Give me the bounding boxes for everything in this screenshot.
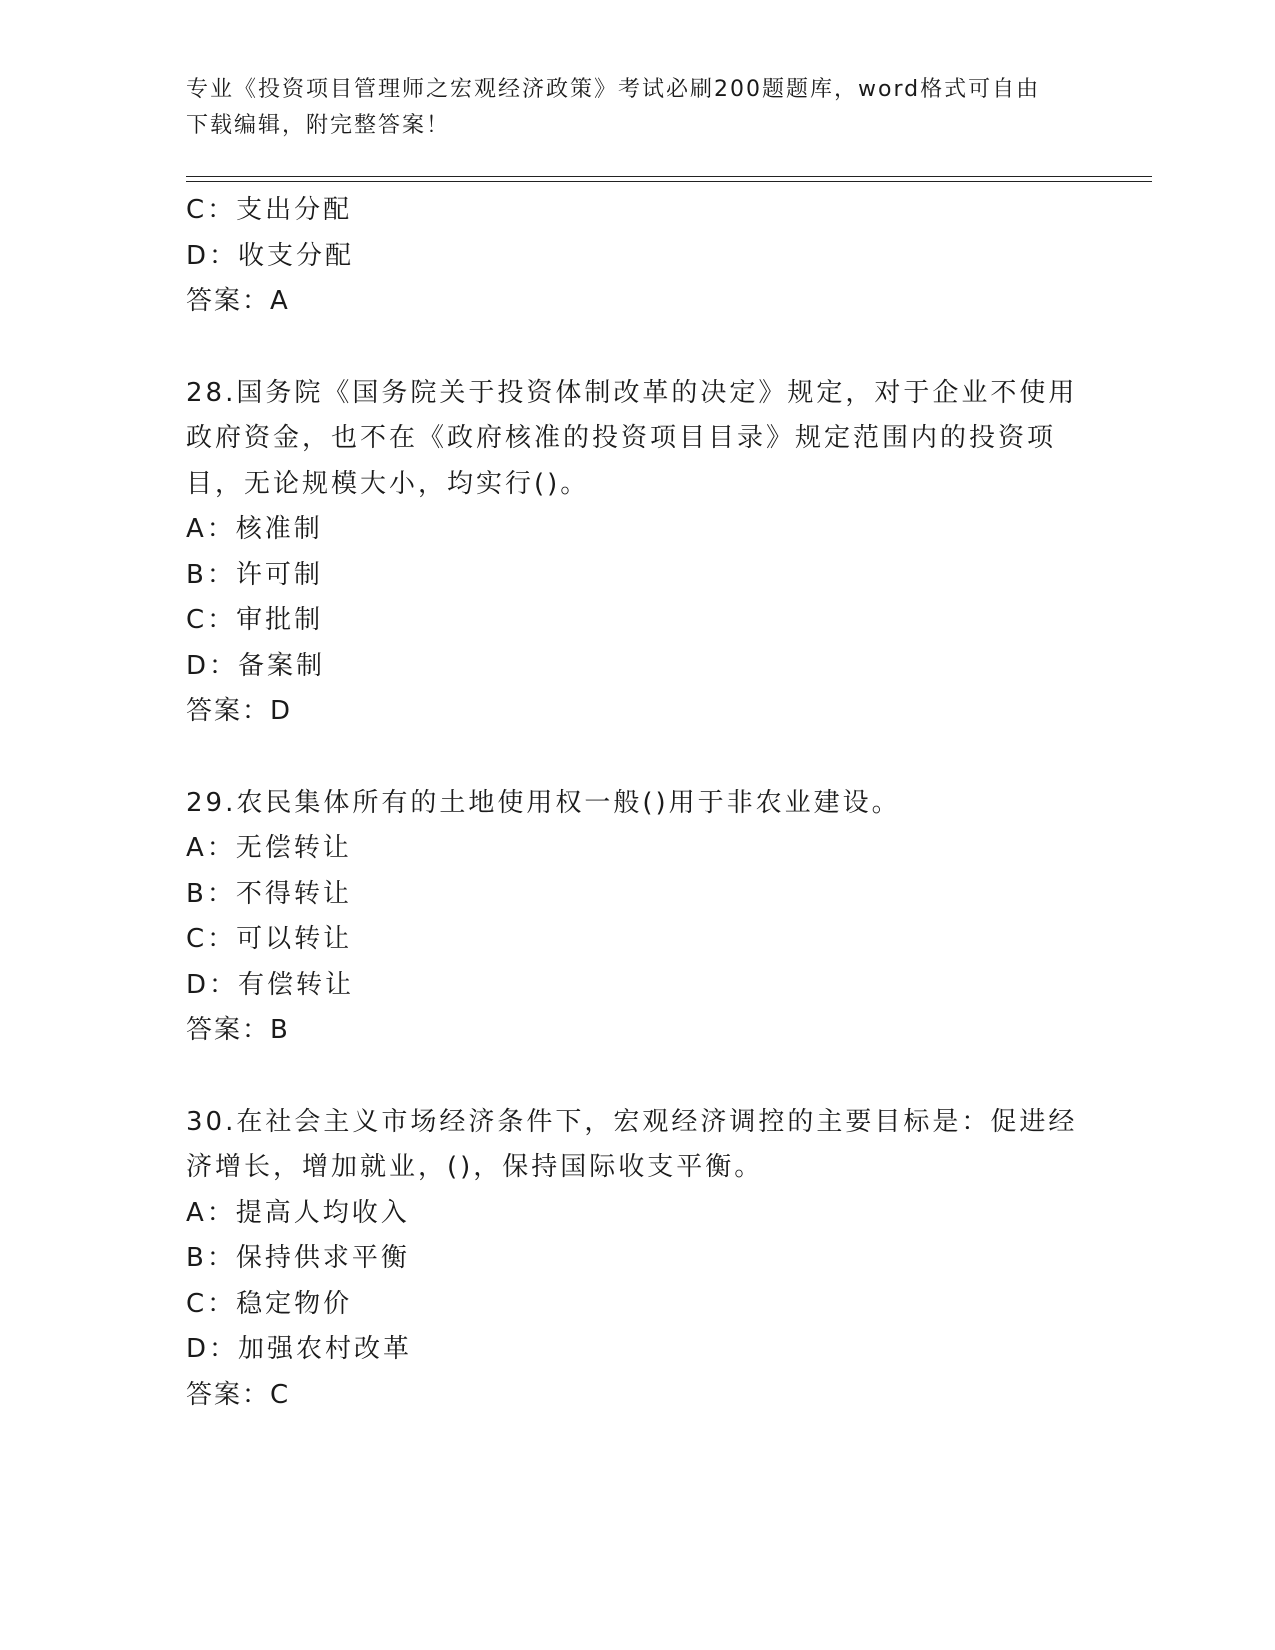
- option-a: A：提高人均收入: [186, 1197, 410, 1228]
- question-30: [186, 1100, 1086, 1419]
- question-text: [186, 1100, 1086, 1191]
- option-c: C：审批制: [186, 605, 324, 635]
- option-d: D：有偿转让: [186, 969, 355, 1000]
- document-header: [186, 72, 1086, 144]
- question-line: 目，无论规模大小，均实行()。: [186, 468, 590, 499]
- option-c: C：支出分配: [186, 195, 353, 225]
- header-divider-bottom: [186, 181, 1152, 182]
- answer: 答案：C: [186, 1379, 291, 1410]
- question-line: 济增长，增加就业，()，保持国际收支平衡。: [186, 1152, 764, 1182]
- header-line-1: 专业《投资项目管理师之宏观经济政策》考试必刷200题题库，word格式可自由: [186, 77, 1041, 102]
- answer: 答案：B: [186, 1015, 290, 1045]
- question-28: [186, 371, 1086, 735]
- question-line: 政府资金，也不在《政府核准的投资项目目录》规定范围内的投资项: [186, 423, 1057, 453]
- question-text: [186, 371, 1086, 508]
- option-b: B：许可制: [186, 559, 323, 590]
- spacer: [186, 1054, 1086, 1100]
- option-a: A：核准制: [186, 514, 323, 544]
- question-27-tail: [186, 188, 1086, 325]
- option-d: D：备案制: [186, 650, 326, 681]
- spacer: [186, 325, 1086, 371]
- answer: 答案：A: [186, 286, 290, 316]
- option-b: B：不得转让: [186, 878, 352, 909]
- option-a: A：无偿转让: [186, 833, 352, 863]
- header-divider-top: [186, 176, 1152, 177]
- question-line: 30.在社会主义市场经济条件下，宏观经济调控的主要目标是：促进经: [186, 1106, 1078, 1137]
- option-b: B：保持供求平衡: [186, 1243, 410, 1273]
- header-line-2: 下载编辑，附完整答案！: [186, 113, 451, 138]
- answer: 答案：D: [186, 696, 293, 726]
- question-text: 29.农民集体所有的土地使用权一般()用于非农业建设。: [186, 787, 901, 818]
- question-list: [186, 188, 1086, 1418]
- option-c: C：可以转让: [186, 924, 353, 954]
- option-d: D：加强农村改革: [186, 1334, 413, 1364]
- question-29: [186, 781, 1086, 1054]
- spacer: [186, 735, 1086, 781]
- option-d: D：收支分配: [186, 240, 355, 271]
- option-c: C：稳定物价: [186, 1288, 353, 1319]
- question-line: 28.国务院《国务院关于投资体制改革的决定》规定，对于企业不使用: [186, 377, 1078, 408]
